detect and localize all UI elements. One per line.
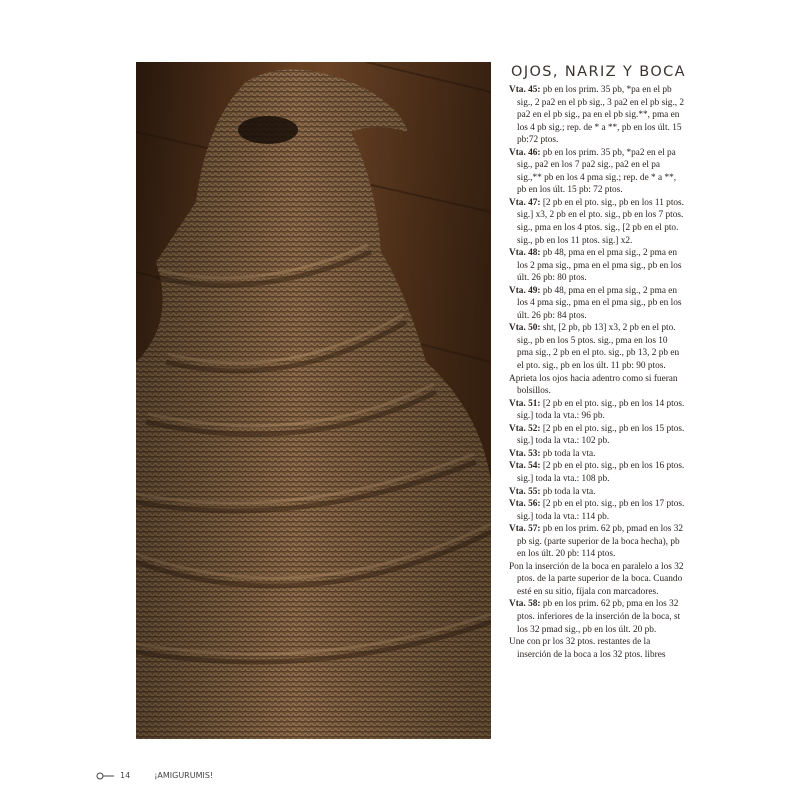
round-label: Vta. 51: bbox=[509, 398, 541, 409]
round-text: Une con pr los 32 ptos. restantes de la inserción de la boca a los 32 ptos. libres bbox=[509, 637, 666, 660]
round-text: [2 pb en el pto. sig., pb en los 11 ptos. sig.] x3, 2 pb en el pto. sig., pb en los 7 ptos. sig., pma en los 4 ptos. sig., [2 pb en el pto. sig., pb en los 11 ptos. sig.] x2. bbox=[517, 197, 684, 246]
round-label: Vta. 47: bbox=[509, 197, 541, 208]
instruction-paragraph bbox=[509, 84, 685, 147]
round-label: Vta. 53: bbox=[509, 448, 541, 459]
round-text: Pon la inserción de la boca en paralelo a los 32 ptos. de la parte superior de la boca. Cuando esté en su sitio, fíjala con marcadores. bbox=[509, 561, 684, 597]
instruction-paragraph bbox=[509, 636, 685, 661]
round-text: [2 pb en el pto. sig., pb en los 17 ptos. sig.] toda la vta.: 114 pb. bbox=[517, 499, 685, 522]
round-text: Aprieta los ojos hacia adentro como si fueran bolsillos. bbox=[509, 373, 678, 397]
instruction-paragraph bbox=[509, 398, 685, 423]
round-label: Vta. 54: bbox=[509, 461, 541, 472]
section-title: OJOS, NARIZ Y BOCA bbox=[511, 64, 687, 80]
page-footer bbox=[96, 771, 213, 780]
instruction-paragraph bbox=[509, 523, 685, 561]
instruction-paragraph bbox=[509, 147, 685, 197]
instruction-paragraph bbox=[509, 197, 685, 247]
round-text: [2 pb en el pto. sig., pb en los 15 ptos. sig.] toda la vta.: 102 pb. bbox=[517, 423, 685, 447]
sorting-hat-photo bbox=[136, 62, 491, 739]
round-text: pb en los prim. 62 pb, pmad en los 32 pb sig. (parte superior de la boca hecha), pb en los últ. 20 pb: 114 ptos. bbox=[517, 524, 684, 560]
ornament-icon bbox=[96, 772, 114, 780]
instructions-column bbox=[509, 64, 685, 661]
instruction-paragraph bbox=[509, 561, 685, 599]
round-label: Vta. 48: bbox=[509, 248, 541, 259]
round-label: Vta. 52: bbox=[509, 423, 541, 434]
round-text: pb en los prim. 62 pb, pma en los 32 ptos. inferiores de la inserción de la boca, st los 32 pmad sig., pb en los últ. 20 pb. bbox=[517, 599, 681, 635]
round-label: Vta. 58: bbox=[509, 599, 541, 610]
instruction-paragraph bbox=[509, 498, 685, 523]
book-title: ¡AMIGURUMIS! bbox=[154, 771, 214, 780]
instruction-paragraph bbox=[509, 486, 685, 499]
round-label: Vta. 50: bbox=[509, 323, 541, 334]
instruction-paragraph bbox=[509, 247, 685, 285]
round-label: Vta. 49: bbox=[509, 285, 541, 296]
instruction-paragraph bbox=[509, 373, 685, 398]
round-text: pb en los prim. 35 pb, *pa2 en el pa sig., pa2 en los 7 pa2 sig., pa2 en el pa sig.,** pb en los 4 pma sig.; rep. de * a **, pb en los últ. 15 pb: 72 ptos. bbox=[517, 147, 677, 196]
round-text: [2 pb en el pto. sig., pb en los 14 ptos. sig.] toda la vta.: 96 pb. bbox=[517, 398, 685, 422]
round-text: sht, [2 pb, pb 13] x3, 2 pb en el pto. sig., pb en los 5 ptos. sig., pma en los 10 pma sig., 2 pb en el pto. sig., pb 13, 2 pb en el pto. sig., pb en los últ. 11 pb: 90 ptos. bbox=[517, 323, 680, 372]
instruction-list bbox=[509, 84, 685, 661]
instruction-paragraph bbox=[509, 423, 685, 448]
round-label: Vta. 46: bbox=[509, 147, 541, 158]
instruction-paragraph bbox=[509, 598, 685, 636]
round-label: Vta. 55: bbox=[509, 486, 541, 497]
instruction-paragraph bbox=[509, 460, 685, 485]
round-text: [2 pb en el pto. sig., pb en los 16 ptos. sig.] toda la vta.: 108 pb. bbox=[517, 461, 685, 484]
instruction-paragraph bbox=[509, 285, 685, 323]
round-text: pb 48, pma en el pma sig., 2 pma en los 4 pma sig., pma en el pma sig., pb en los últ. 26 pb: 84 ptos. bbox=[517, 285, 682, 321]
round-label: Vta. 45: bbox=[509, 85, 541, 95]
round-text: pb 48, pma en el pma sig., 2 pma en los 2 pma sig., pma en el pma sig., pb en los últ. 26 pb: 80 ptos. bbox=[517, 248, 682, 284]
round-label: Vta. 57: bbox=[509, 524, 541, 535]
instruction-paragraph bbox=[509, 448, 685, 461]
instruction-paragraph bbox=[509, 322, 685, 372]
round-label: Vta. 56: bbox=[509, 499, 541, 510]
round-text: pb toda la vta. bbox=[540, 486, 596, 497]
round-text: pb toda la vta. bbox=[540, 448, 596, 459]
round-text: pb en los prim. 35 pb, *pa en el pb sig., 2 pa2 en el pb sig., 3 pa2 en el pb sig., 2 pa2 en el pb sig., pa en el pb sig.**, pma en los 4 pb sig.; rep. de * a **, pb en los últ. 15 pb:72 ptos. bbox=[517, 85, 685, 146]
page-number: 14 bbox=[120, 771, 131, 780]
